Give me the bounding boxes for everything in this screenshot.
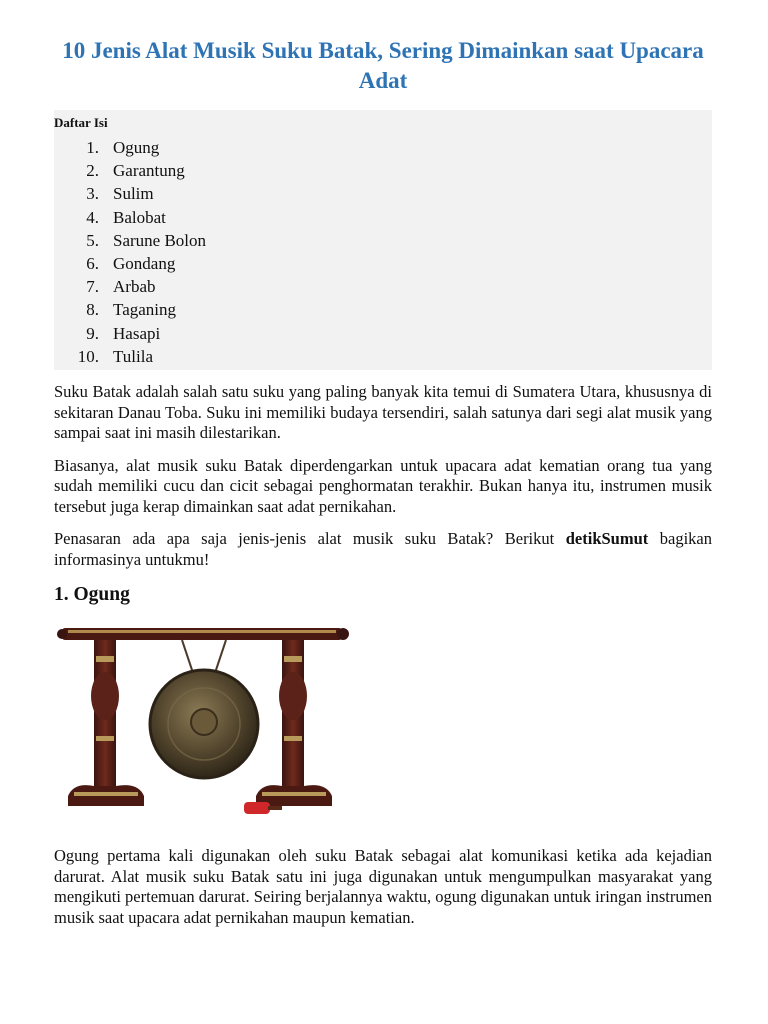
beam-end-cap xyxy=(57,629,67,639)
toc-item-garantung[interactable] xyxy=(54,159,712,182)
table-of-contents xyxy=(54,110,712,370)
toc-item-tulila[interactable] xyxy=(54,345,712,368)
toc-item-number: 1. xyxy=(86,138,99,157)
page-title: 10 Jenis Alat Musik Suku Batak, Sering Dimainkan saat Upacara Adat xyxy=(62,38,704,93)
toc-item-number: 7. xyxy=(86,277,99,297)
toc-list xyxy=(54,136,712,368)
toc-item-label[interactable]: Sarune Bolon xyxy=(113,230,207,250)
document-page xyxy=(54,36,712,940)
toc-item-label[interactable]: Ogung xyxy=(113,138,160,157)
source-name: detikSumut xyxy=(565,529,649,549)
toc-item-sarune-bolon[interactable] xyxy=(54,229,712,252)
mallet-head xyxy=(244,802,270,814)
gong-boss xyxy=(191,709,217,735)
left-post-ornament xyxy=(96,736,114,741)
toc-item-hasapi[interactable] xyxy=(54,322,712,345)
toc-item-number: 10. xyxy=(77,346,99,366)
beam-end-cap xyxy=(337,628,349,640)
right-post-ornament xyxy=(284,656,302,662)
beam-shape xyxy=(62,628,342,640)
mallet-handle xyxy=(268,806,282,810)
toc-item-number: 2. xyxy=(86,161,99,181)
beam-trim xyxy=(68,630,336,633)
toc-item-number: 5. xyxy=(86,230,99,250)
right-post-bulb xyxy=(279,672,307,720)
intro-paragraph-3 xyxy=(54,529,712,570)
toc-item-number: 8. xyxy=(86,300,99,320)
intro-paragraph-1: Suku Batak adalah salah satu suku yang paling banyak kita temui di Sumatera Utara, khususnya di sekitaran Danau Toba. Suku ini memiliki budaya tersendiri, salah satunya dari segi alat musik yang sampai saat ini masih dilestarikan. xyxy=(54,382,712,443)
ogung-description: Ogung pertama kali digunakan oleh suku Batak sebagai alat komunikasi ketika ada kejadian darurat. Alat musik suku Batak satu ini juga digunakan untuk mengumpulkan masyarakat yang mengikuti pertemuan darurat. Seiring berjalannya waktu, ogung digunakan untuk iringan instrumen musik saat upacara adat pernikahan maupun kematian. xyxy=(54,846,713,927)
section-heading-ogung: 1. Ogung xyxy=(54,584,130,606)
toc-item-sulim[interactable] xyxy=(54,182,712,205)
toc-item-label[interactable]: Taganing xyxy=(113,300,177,320)
right-foot-trim xyxy=(262,792,326,796)
toc-item-number: 6. xyxy=(86,254,99,274)
toc-item-arbab[interactable] xyxy=(54,275,712,298)
ogung-illustration xyxy=(54,616,350,826)
toc-item-ogung[interactable] xyxy=(54,136,712,159)
ogung-image xyxy=(54,616,350,826)
toc-item-label[interactable]: Balobat xyxy=(113,207,166,227)
toc-item-label[interactable]: Hasapi xyxy=(113,323,161,343)
left-post-ornament xyxy=(96,656,114,662)
toc-item-number: 4. xyxy=(86,207,99,227)
right-post-ornament xyxy=(284,736,302,741)
left-post-bulb xyxy=(91,672,119,720)
toc-item-label[interactable]: Sulim xyxy=(113,184,154,204)
toc-item-balobat[interactable] xyxy=(54,206,712,229)
toc-item-label[interactable]: Garantung xyxy=(113,161,185,181)
intro-paragraph-3-text: Penasaran ada apa saja jenis-jenis alat musik suku Batak? Berikut xyxy=(54,529,566,549)
toc-item-taganing[interactable] xyxy=(54,298,712,321)
toc-item-label[interactable]: Arbab xyxy=(113,277,156,297)
toc-item-gondang[interactable] xyxy=(54,252,712,275)
intro-paragraph-3-text-end: bagikan informasinya untukmu! xyxy=(54,529,712,569)
intro-paragraph-2: Biasanya, alat musik suku Batak diperdengarkan untuk upacara adat kematian orang tua yang sudah memiliki cucu dan cicit sebagai penghormatan terakhir. Bukan hanya itu, instrumen musik tersebut juga kerap dimainkan saat adat pernikahan. xyxy=(54,455,712,516)
toc-item-label[interactable]: Gondang xyxy=(113,254,176,274)
left-foot-trim xyxy=(74,792,138,796)
toc-item-number: 9. xyxy=(86,323,99,343)
toc-item-number: 3. xyxy=(86,184,99,204)
toc-item-label[interactable]: Tulila xyxy=(113,346,154,366)
toc-heading: Daftar Isi xyxy=(54,115,108,130)
